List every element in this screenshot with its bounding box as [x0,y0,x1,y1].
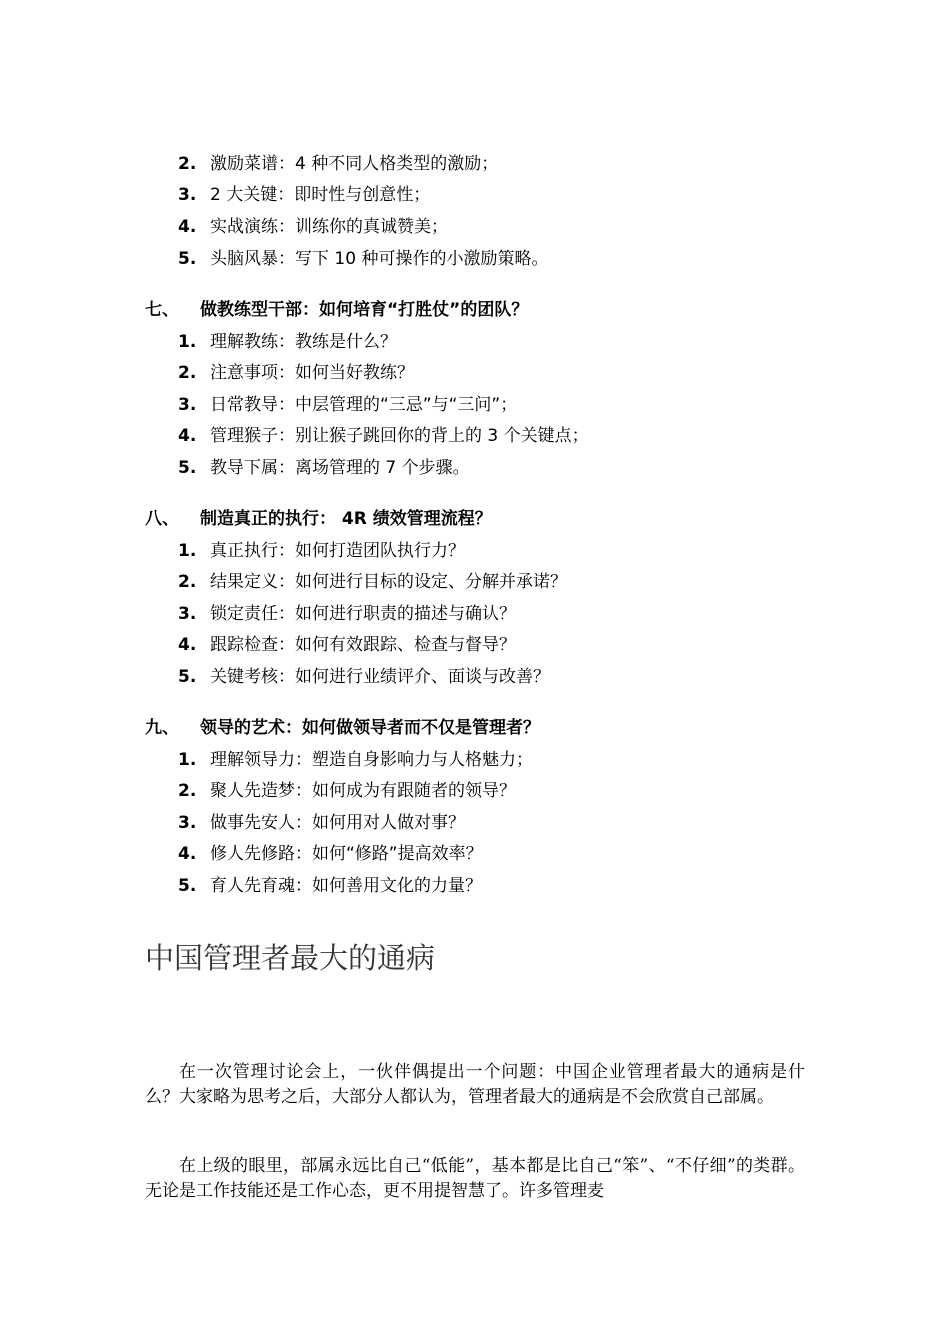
list-item-text: 头脑风暴：写下 10 种可操作的小激励策略。 [210,249,549,269]
list-item [0,775,950,807]
list-item-number: 4. [178,844,197,864]
section-heading-text: 做教练型干部：如何培育“打胜仗”的团队？ [200,300,529,320]
list-item-number: 4. [178,426,197,446]
list-item-number: 5. [178,458,197,478]
list-item-text: 锁定责任：如何进行职责的描述与确认？ [210,604,516,624]
list-item-number: 4. [178,217,197,237]
list-item-text: 做事先安人：如何用对人做对事？ [210,813,465,833]
list-item-text: 2 大关键：即时性与创意性； [210,185,431,205]
list-item-text: 注意事项：如何当好教练？ [210,363,414,383]
list-item-number: 5. [178,249,197,269]
list-item-number: 3. [178,604,197,624]
list-item-text: 真正执行：如何打造团队执行力？ [210,541,465,561]
list-item-text: 聚人先造梦：如何成为有跟随者的领导？ [210,781,516,801]
section-heading [0,503,950,535]
list-item-number: 5. [178,667,197,687]
list-item-number: 2. [178,363,197,383]
list-item [0,838,950,870]
list-item [0,744,950,776]
section-heading-number: 九、 [145,718,179,738]
list-item [0,598,950,630]
list-item [0,211,950,243]
list-item [0,357,950,389]
article-paragraph: 在一次管理讨论会上，一伙伴偶提出一个问题：中国企业管理者最大的通病是什么？大家略为思考之后，大部分人都认为，管理者最大的通病是不会欣赏自己部属。 [145,1062,805,1107]
list-item [0,326,950,358]
list-item-number: 3. [178,185,197,205]
section-heading [0,712,950,744]
section-heading-text: 制造真正的执行： 4R 绩效管理流程？ [200,509,492,529]
list-item-text: 理解教练：教练是什么？ [210,332,397,352]
list-item-number: 1. [178,541,197,561]
section-heading [0,294,950,326]
list-item-text: 关键考核：如何进行业绩评介、面谈与改善？ [210,667,550,687]
list-item-text: 激励菜谱：4 种不同人格类型的激励； [210,154,499,174]
list-item [0,870,950,902]
list-item-text: 日常教导：中层管理的“三忌”与“三问”； [210,395,518,415]
section-heading-number: 八、 [145,509,179,529]
list-item [0,389,950,421]
list-item-number: 3. [178,395,197,415]
list-item-text: 理解领导力：塑造自身影响力与人格魅力； [210,750,533,770]
list-item [0,807,950,839]
list-item-text: 管理猴子：别让猴子跳回你的背上的 3 个关键点； [210,426,589,446]
list-item-text: 教导下属：离场管理的 7 个步骤。 [210,458,470,478]
list-item [0,661,950,693]
article-paragraph: 在上级的眼里，部属永远比自己“低能”，基本都是比自己“笨”、“不仔细”的类群。无论是工作技能还是工作心态，更不用提智慧了。许多管理麦 [145,1156,805,1201]
list-item [0,420,950,452]
list-item-number: 2. [178,572,197,592]
list-item-text: 修人先修路：如何“修路”提高效率？ [210,844,483,864]
list-item [0,452,950,484]
list-item-number: 3. [178,813,197,833]
list-item [0,629,950,661]
list-item [0,243,950,275]
list-item-number: 1. [178,332,197,352]
list-item [0,566,950,598]
list-item-text: 实战演练：训练你的真诚赞美； [210,217,448,237]
list-item [0,148,950,180]
list-item [0,535,950,567]
list-item-number: 5. [178,876,197,896]
list-item-number: 2. [178,154,197,174]
list-item-number: 1. [178,750,197,770]
list-item-text: 育人先育魂：如何善用文化的力量？ [210,876,482,896]
list-item-text: 结果定义：如何进行目标的设定、分解并承诺？ [210,572,567,592]
list-item-number: 2. [178,781,197,801]
article-title: 中国管理者最大的通病 [145,941,436,975]
list-item-text: 跟踪检查：如何有效跟踪、检查与督导？ [210,635,516,655]
list-item-number: 4. [178,635,197,655]
section-heading-number: 七、 [145,300,179,320]
list-item [0,179,950,211]
section-heading-text: 领导的艺术：如何做领导者而不仅是管理者？ [200,718,540,738]
